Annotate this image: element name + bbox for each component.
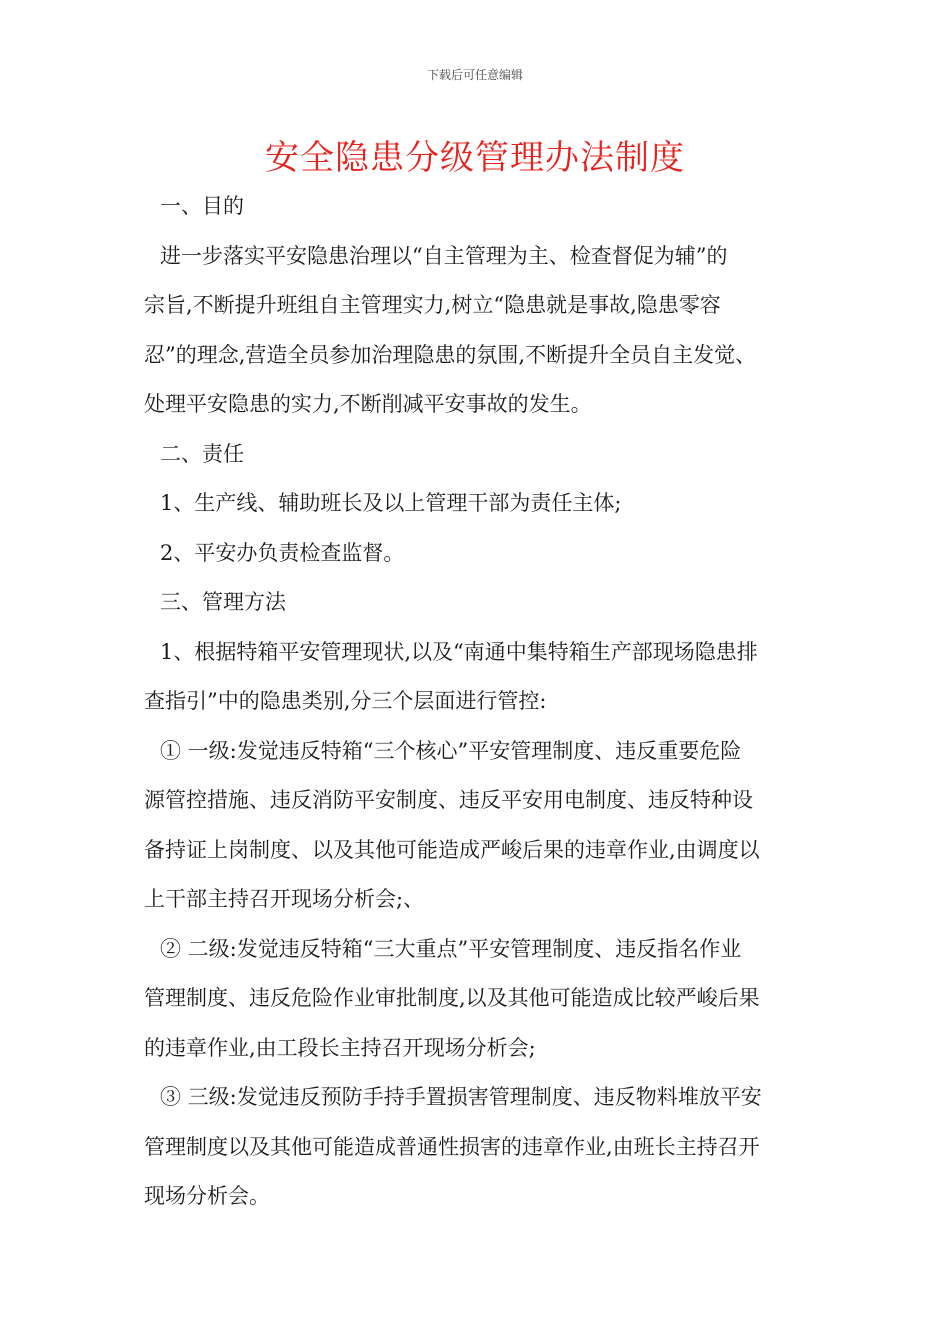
level2-line: 的违章作业,由工段长主持召开现场分析会;	[144, 1035, 536, 1060]
section-heading-method: 三、管理方法	[160, 590, 286, 614]
page-header: 下载后可任意编辑	[426, 68, 523, 82]
level1-line: ① 一级:发觉违反特箱“三个核心”平安管理制度、违反重要危险	[160, 738, 742, 763]
level1-line: 上干部主持召开现场分析会;、	[144, 887, 425, 911]
document-body	[144, 182, 814, 1222]
responsibility-item: 1、生产线、辅助班长及以上管理干部为责任主体;	[160, 491, 622, 515]
responsibility-item: 2、平安办负责检查监督。	[160, 540, 405, 565]
section-heading-responsibility: 二、责任	[160, 441, 244, 466]
method-line: 1、根据特箱平安管理现状,以及“南通中集特箱生产部现场隐患排	[160, 639, 758, 664]
section-heading-purpose: 一、目的	[160, 194, 244, 218]
purpose-line: 宗旨,不断提升班组自主管理实力,树立“隐患就是事故,隐患零容	[144, 293, 721, 317]
level1-line: 源管控措施、违反消防平安制度、违反平安用电制度、违反特种设	[144, 788, 753, 812]
document-title: 安全隐患分级管理办法制度	[265, 138, 685, 178]
level3-line: ③ 三级:发觉违反预防手持手置损害管理制度、违反物料堆放平安	[160, 1085, 762, 1109]
purpose-line: 忍”的理念,营造全员参加治理隐患的氛围,不断提升全员自主发觉、	[144, 342, 757, 367]
method-line: 查指引”中的隐患类别,分三个层面进行管控:	[144, 689, 547, 713]
level2-line: 管理制度、违反危险作业审批制度,以及其他可能造成比较严峻后果	[144, 986, 760, 1010]
purpose-line: 进一步落实平安隐患治理以“自主管理为主、检查督促为辅”的	[160, 243, 728, 268]
purpose-line: 处理平安隐患的实力,不断削减平安事故的发生。	[144, 392, 592, 416]
level3-line: 现场分析会。	[144, 1184, 270, 1208]
level2-line: ② 二级:发觉违反特箱“三大重点”平安管理制度、违反指名作业	[160, 936, 742, 961]
level1-line: 备持证上岗制度、以及其他可能造成严峻后果的违章作业,由调度以	[144, 837, 760, 862]
level3-line: 管理制度以及其他可能造成普通性损害的违章作业,由班长主持召开	[144, 1134, 760, 1159]
